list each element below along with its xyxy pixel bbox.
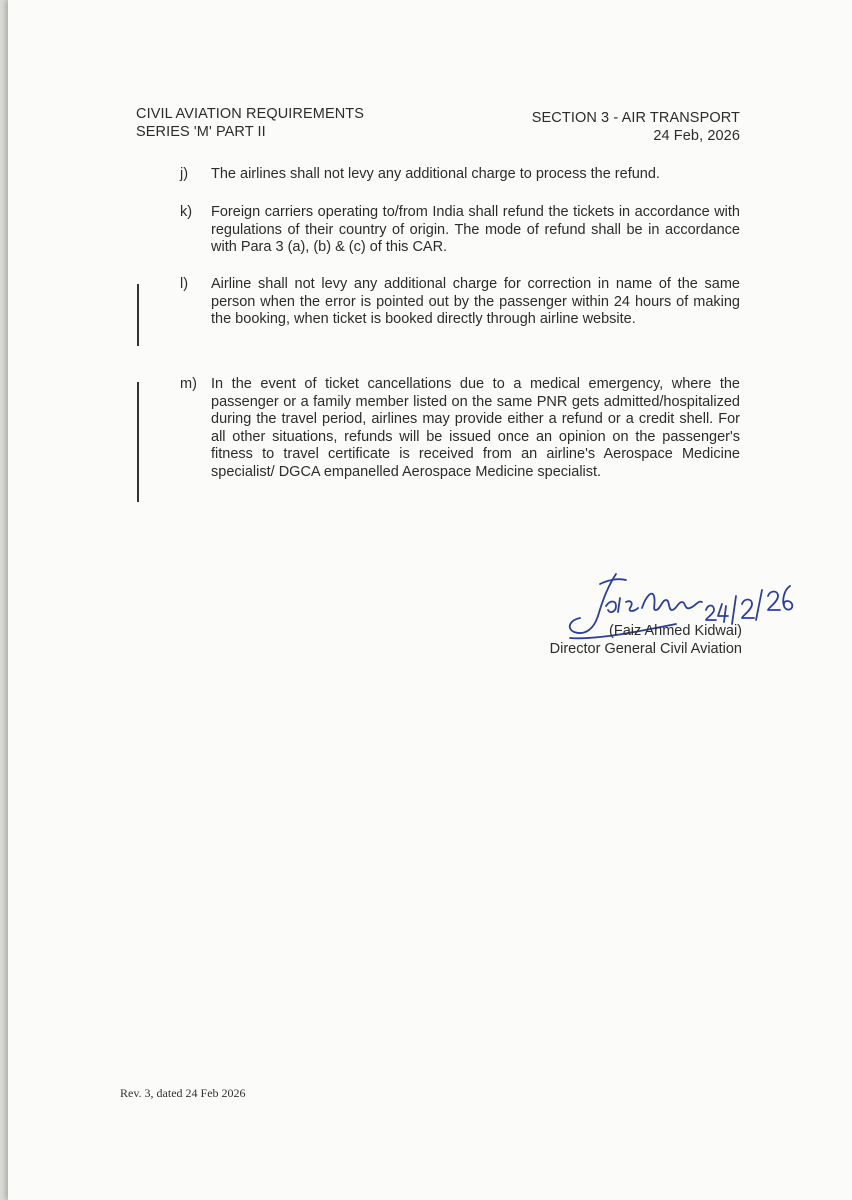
car-series: SERIES 'M' PART II: [136, 123, 266, 140]
section-title: SECTION 3 - AIR TRANSPORT: [531, 110, 740, 126]
signatory-name: (Faiz Ahmed Kidwai): [609, 623, 742, 639]
signatory-block: [520, 622, 742, 658]
revision-bar: [137, 284, 139, 346]
paragraph-label: l): [180, 276, 189, 292]
document-date: 24 Feb, 2026: [653, 127, 740, 144]
paragraph-text: Foreign carriers operating to/from India shall refund the tickets in accordance with regulations of their country of origin. The mode of refund shall be in accordance with Para 3 (a), (b) & (c) of this CAR.: [211, 204, 740, 255]
revision-bar: [137, 382, 139, 502]
revision-footer: Rev. 3, dated 24 Feb 2026: [120, 1086, 246, 1100]
paragraph-m: [180, 376, 740, 481]
signatory-designation: Director General Civil Aviation: [549, 641, 742, 657]
paragraph-label: k): [180, 204, 193, 220]
car-title: CIVIL AVIATION REQUIREMENTS: [136, 106, 365, 122]
paragraph-text: Airline shall not levy any additional charge for correction in name of the same person when the error is pointed out by the passenger within 24 hours of making the booking, when ticket is booked directly through airline website.: [211, 276, 740, 327]
document-page: [8, 0, 852, 1200]
paragraph-label: m): [180, 376, 197, 392]
paragraph-l: [180, 276, 740, 329]
paragraph-label: j): [180, 166, 189, 182]
paragraph-text: In the event of ticket cancellations due to a medical emergency, where the passenger or a family member listed on the same PNR gets admitted/hospitalized during the travel period, airlines may provide either a refund or a credit shell. For all other situations, refunds will be issued once an opinion on the passenger's fitness to travel certificate is received from an airline's Aerospace Medicine specialist/ DGCA empanelled Aerospace Medicine specialist.: [211, 376, 740, 480]
document-header-left: [136, 106, 364, 141]
paragraph-text: The airlines shall not levy any additional charge to process the refund.: [211, 166, 660, 182]
document-header-right: [500, 110, 740, 145]
paragraph-j: [180, 166, 740, 184]
paragraph-k: [180, 204, 740, 257]
